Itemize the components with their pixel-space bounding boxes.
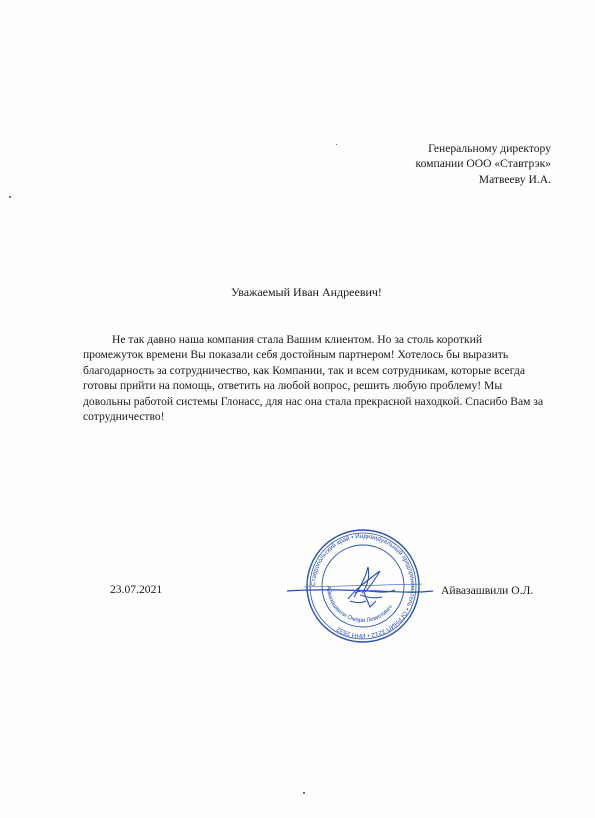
letter-body: [83, 332, 544, 424]
stamp-inner-text: Айвазашвили Омари Левилович: [324, 585, 394, 625]
addressee-block: [416, 141, 551, 187]
addressee-position: Генеральному директору: [428, 142, 551, 155]
stamp-outer-text: Ставропольский край • Индивидуальный предприниматель • ОГРНИП 3212 • ИНН 2632: [309, 532, 417, 640]
scan-speck: [303, 792, 305, 794]
svg-text:Айвазашвили Омари Левилович: [325, 586, 394, 624]
body-line: готовы прийти на помощь, ответить на любой вопрос, решить любую проблему! Мы: [83, 379, 503, 393]
seal-stamp: [304, 527, 422, 645]
salutation: Уважаемый Иван Андреевич!: [231, 285, 382, 299]
scan-speck: [9, 196, 11, 198]
signer-name: Айвазашвили О.Л.: [441, 584, 534, 597]
body-line: промежуток времени Вы показали себя достойным партнером! Хотелось бы выразить: [83, 348, 509, 362]
body-line: благодарность за сотрудничество, как Компании, так и всем сотрудникам, которые всегда: [83, 363, 525, 377]
body-line: сотрудничество!: [83, 410, 165, 424]
letter-date: 23.07.2021: [110, 583, 163, 596]
addressee-company: компании ООО «Ставтрэк»: [415, 157, 551, 171]
scan-speck: [336, 144, 337, 145]
body-line: довольны работой системы Глонасс, для нас она стала прекрасной находкой. Спасибо Вам за: [83, 394, 544, 408]
bird-emblem-icon: [348, 567, 382, 607]
addressee-name: Матвееву И.А.: [478, 172, 551, 186]
body-line: Не так давно наша компания стала Вашим клиентом. Но за столь короткий: [112, 333, 483, 346]
